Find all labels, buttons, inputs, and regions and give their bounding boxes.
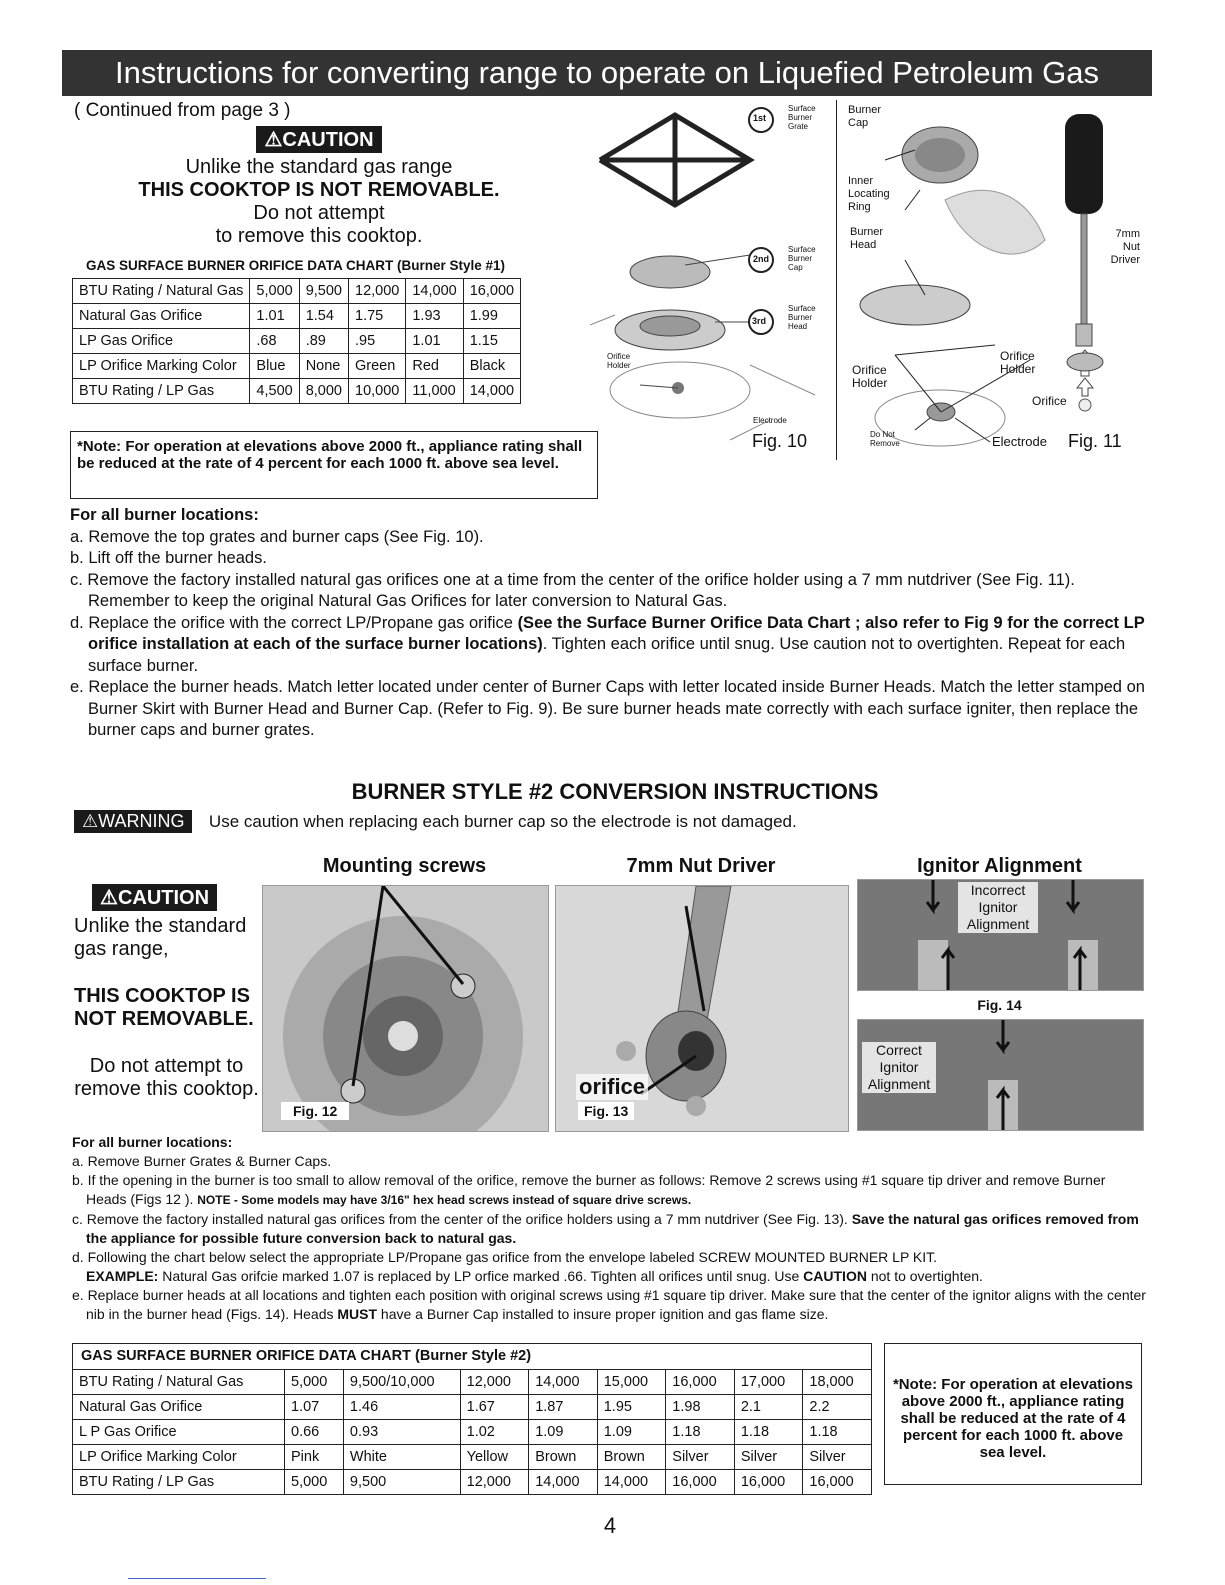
elevation-note-2: *Note: For operation at elevations above 2000 ft., appliance rating shall be reduced at the rate of 4 percent for each 1000 ft. above sea level.: [884, 1343, 1142, 1485]
nut-driver-label: 7mm Nut Driver: [1110, 228, 1140, 266]
chart1-cell: Red: [406, 354, 463, 379]
head-label: Surface Burner Head: [788, 304, 816, 331]
chart1-row: [73, 279, 521, 304]
chart1-cell: 1.93: [406, 304, 463, 329]
caution2-line-3: Do not attempt to remove this cooktop.: [74, 1055, 259, 1100]
chart2-row-header: BTU Rating / LP Gas: [73, 1470, 285, 1495]
chart2-cell: 18,000: [803, 1370, 872, 1395]
photo3-title: Ignitor Alignment: [917, 855, 1082, 877]
fig11-label: Fig. 11: [1068, 431, 1122, 451]
chart2-table: [72, 1369, 872, 1495]
chart1-cell: 1.54: [299, 304, 348, 329]
chart1-row-header: BTU Rating / Natural Gas: [73, 279, 250, 304]
chart2-cell: 1.87: [529, 1395, 598, 1420]
caution-line-1: Unlike the standard gas range: [185, 156, 453, 178]
chart1-row: [73, 304, 521, 329]
chart2-cell: 12,000: [460, 1470, 529, 1495]
chart1-cell: None: [299, 354, 348, 379]
photo-fig14: [857, 855, 1142, 1130]
caution2-line-2: THIS COOKTOP IS NOT REMOVABLE.: [74, 985, 254, 1030]
chart1-cell: 10,000: [349, 379, 406, 404]
chart1-cell: Black: [463, 354, 520, 379]
caution-block-2: [74, 884, 259, 1101]
chart2-cell: Silver: [803, 1445, 872, 1470]
orifice-holder-label: Orifice Holder: [607, 352, 631, 370]
chart1-cell: 5,000: [250, 279, 299, 304]
chart1-cell: 1.01: [250, 304, 299, 329]
chart2-row: [73, 1445, 872, 1470]
chart1-cell: .68: [250, 329, 299, 354]
chart1-cell: .95: [349, 329, 406, 354]
do-not-remove-label: Do Not Remove: [870, 430, 900, 448]
chart2-cell: 9,500/10,000: [343, 1370, 460, 1395]
chart2-cell: 1.18: [803, 1420, 872, 1445]
chart1-cell: 9,500: [299, 279, 348, 304]
chart1-cell: 14,000: [463, 379, 520, 404]
caution-line-3: Do not attempt: [253, 202, 385, 224]
chart2-cell: 14,000: [597, 1470, 666, 1495]
fig12-label: Fig. 12: [281, 1102, 349, 1120]
hand-icon: [945, 190, 1045, 254]
chart1-row-header: LP Gas Orifice: [73, 329, 250, 354]
chart2-cell: Silver: [666, 1445, 735, 1470]
photo1-title: Mounting screws: [322, 855, 487, 877]
step-b: b. Lift off the burner heads.: [70, 549, 267, 567]
photo-fig12: [262, 855, 547, 1130]
page-number: 4: [603, 1513, 617, 1538]
fig13-label: Fig. 13: [578, 1102, 634, 1120]
chart1-cell: 1.99: [463, 304, 520, 329]
chart1-row: [73, 329, 521, 354]
chart2-cell: Brown: [597, 1445, 666, 1470]
burner-grate-icon: [600, 115, 750, 205]
section2-heading: For all burner locations:: [72, 1134, 233, 1150]
chart2-row-header: Natural Gas Orifice: [73, 1395, 285, 1420]
chart2-row: [73, 1395, 872, 1420]
chart2-cell: 16,000: [666, 1470, 735, 1495]
head-number: 3rd: [752, 316, 767, 326]
chart2-cell: 14,000: [529, 1470, 598, 1495]
chart1-row-header: Natural Gas Orifice: [73, 304, 250, 329]
electrode-label: Electrode: [753, 416, 787, 425]
chart2-row: [73, 1420, 872, 1445]
orifice-holder-left-label: Orifice Holder: [852, 363, 888, 390]
orifice-holder-right-label: Orifice Holder: [1000, 349, 1036, 376]
burner-cap-label: Burner Cap: [848, 104, 882, 129]
chart2-cell: 1.95: [597, 1395, 666, 1420]
step2-a: a. Remove Burner Grates & Burner Caps.: [72, 1153, 332, 1169]
grate-number: 1st: [753, 113, 767, 123]
chart2-cell: Yellow: [460, 1445, 529, 1470]
photo2-title: 7mm Nut Driver: [626, 855, 776, 877]
section2-steps: [72, 1133, 1147, 1324]
chart2-cell: 5,000: [285, 1470, 344, 1495]
burner-cap-icon: [630, 256, 710, 288]
chart2-cell: 16,000: [803, 1470, 872, 1495]
chart2-cell: 1.07: [285, 1395, 344, 1420]
burner-head-label: Burner Head: [850, 226, 884, 251]
photo-fig13: [555, 855, 847, 1130]
chart2-row-header: L P Gas Orifice: [73, 1420, 285, 1445]
chart2-row-header: LP Orifice Marking Color: [73, 1445, 285, 1470]
chart2-cell: 12,000: [460, 1370, 529, 1395]
chart1-cell: 14,000: [406, 279, 463, 304]
chart2-cell: Pink: [285, 1445, 344, 1470]
step-a: a. Remove the top grates and burner caps (See Fig. 10).: [70, 527, 484, 546]
step2-b: b. If the opening in the burner is too small to allow removal of the orifice, remove the burner as follows: Remove 2 screws using #1 square tip driver and remove Burner Heads (Figs 12 ). NOTE - Some models may have 3/16" hex head screws instead of square drive screws.: [72, 1172, 1106, 1207]
chart2-title: GAS SURFACE BURNER ORIFICE DATA CHART (Burner Style #2): [72, 1343, 872, 1369]
warning-row: [74, 810, 797, 833]
chart2-row: [73, 1470, 872, 1495]
chart2-cell: 5,000: [285, 1370, 344, 1395]
chart1-cell: Blue: [250, 354, 299, 379]
caution-line-4: to remove this cooktop.: [215, 225, 423, 247]
chart2-cell: 1.09: [529, 1420, 598, 1445]
chart2-cell: 1.18: [666, 1420, 735, 1445]
chart1-cell: 11,000: [406, 379, 463, 404]
chart2-row-header: BTU Rating / Natural Gas: [73, 1370, 285, 1395]
chart2-cell: 1.18: [734, 1420, 803, 1445]
burner-head-icon: [860, 285, 970, 325]
caution-badge: ⚠CAUTION: [256, 126, 381, 153]
chart2-cell: White: [343, 1445, 460, 1470]
chart2-cell: 16,000: [666, 1370, 735, 1395]
caution-line-2: THIS COOKTOP IS NOT REMOVABLE.: [138, 179, 500, 201]
step2-c: c. Remove the factory installed natural gas orifices from the center of the orifice holders using a 7 mm nutdriver (See Fig. 13). Save the natural gas orifices removed from the appliance for possible future conversion back to natural gas.: [72, 1211, 1139, 1246]
fig10-label: Fig. 10: [752, 431, 808, 451]
chart1-cell: 1.75: [349, 304, 406, 329]
correct-label: Correct Ignitor Alignment: [862, 1042, 936, 1093]
inner-ring-label: Inner Locating Ring: [848, 175, 890, 213]
grate-label: Surface Burner Grate: [788, 104, 816, 131]
chart2-cell: Brown: [529, 1445, 598, 1470]
orifice-word: orifice: [576, 1074, 648, 1100]
chart2-cell: 1.02: [460, 1420, 529, 1445]
chart2-cell: 17,000: [734, 1370, 803, 1395]
chart2-cell: 15,000: [597, 1370, 666, 1395]
chart2-cell: 16,000: [734, 1470, 803, 1495]
incorrect-label: Incorrect Ignitor Alignment: [958, 882, 1038, 933]
caution-badge-2: ⚠CAUTION: [92, 884, 217, 911]
fig14-label: Fig. 14: [977, 997, 1022, 1013]
chart2-cell: 1.98: [666, 1395, 735, 1420]
chart1-row: [73, 354, 521, 379]
chart1-row-header: LP Orifice Marking Color: [73, 354, 250, 379]
chart1-table: [72, 278, 521, 404]
section1-steps: [70, 505, 1160, 742]
fig10-diagram: [590, 100, 835, 460]
chart2-cell: 1.67: [460, 1395, 529, 1420]
chart2-cell: 1.46: [343, 1395, 460, 1420]
orifice-label: Orifice: [1032, 394, 1067, 408]
chart1-row-header: BTU Rating / LP Gas: [73, 379, 250, 404]
cap-label: Surface Burner Cap: [788, 245, 816, 272]
chart1-cell: 16,000: [463, 279, 520, 304]
chart1-cell: .89: [299, 329, 348, 354]
warning-badge: ⚠WARNING: [74, 810, 192, 833]
section1-heading: For all burner locations:: [70, 506, 259, 524]
elevation-note-1: *Note: For operation at elevations above 2000 ft., appliance rating shall be reduced at the rate of 4 percent for each 1000 ft. above sea level.: [70, 431, 598, 499]
style2-heading: BURNER STYLE #2 CONVERSION INSTRUCTIONS: [351, 779, 879, 804]
footer-rule: [128, 1578, 266, 1579]
cap-number: 2nd: [753, 254, 770, 264]
burner-photo-icon: [263, 886, 548, 1131]
step2-e: e. Replace burner heads at all locations and tighten each position with original screws using #1 square tip driver. Make sure that the center of the ignitor aligns with the center nib in the burner head (Figs. 14). Heads MUST have a Burner Cap installed to insure proper ignition and gas flame size.: [72, 1287, 1146, 1322]
figure-divider: [836, 100, 837, 460]
chart1-cell: 4,500: [250, 379, 299, 404]
nut-driver-icon: [1065, 114, 1103, 214]
chart1-cell: 1.15: [463, 329, 520, 354]
chart2-cell: 1.09: [597, 1420, 666, 1445]
chart1-cell: 12,000: [349, 279, 406, 304]
step-c: c. Remove the factory installed natural gas orifices one at a time from the center of the orifice holder using a 7 mm nutdriver (See Fig. 11). Remember to keep the original Natural Gas Orifices for later conversion to Natural Gas.: [70, 570, 1075, 610]
orifice-icon: [1079, 399, 1091, 411]
chart1-cell: Green: [349, 354, 406, 379]
step-e: e. Replace the burner heads. Match letter located under center of Burner Caps with letter located inside Burner Heads. Match the letter stamped on Burner Skirt with Burner Head and Burner Cap. (Refer to Fig. 9). Be sure burner heads mate correctly with each surface igniter, then replace the burner caps and burner grates.: [70, 678, 1145, 739]
chart2-cell: 0.66: [285, 1420, 344, 1445]
chart2-cell: 2.2: [803, 1395, 872, 1420]
chart1-row: [73, 379, 521, 404]
chart1-cell: 1.01: [406, 329, 463, 354]
chart2-cell: Silver: [734, 1445, 803, 1470]
chart2-row: [73, 1370, 872, 1395]
fig11-diagram: [845, 100, 1145, 455]
step-d: d. Replace the orifice with the correct LP/Propane gas orifice (See the Surface Burner Orifice Data Chart ; also refer to Fig 9 for the correct LP orifice installation at each of the surface burner locations). Tighten each orifice until snug. Use caution not to overtighten. Repeat for each surface burner.: [70, 613, 1145, 675]
electrode-label-2: Electrode: [992, 434, 1047, 449]
caution2-line-1: Unlike the standard gas range,: [74, 915, 247, 960]
step2-d: d. Following the chart below select the appropriate LP/Propane gas orifice from the envelope labeled SCREW MOUNTED BURNER LP KIT. EXAMPLE: Natural Gas orifcie marked 1.07 is replaced by LP orfice marked .66. Tighten all orifices until snug. Use CAUTION not to overtighten.: [72, 1249, 983, 1284]
chart2-cell: 14,000: [529, 1370, 598, 1395]
warning-text: Use caution when replacing each burner cap so the electrode is not damaged.: [208, 812, 797, 831]
chart1-title: GAS SURFACE BURNER ORIFICE DATA CHART (Burner Style #1): [86, 258, 506, 273]
top-caution-block: [74, 126, 564, 248]
chart1-cell: 8,000: [299, 379, 348, 404]
chart2-cell: 9,500: [343, 1470, 460, 1495]
orifice-holder-icon: [1067, 353, 1103, 371]
page-banner: Instructions for converting range to operate on Liquefied Petroleum Gas: [62, 50, 1152, 96]
chart2-cell: 0.93: [343, 1420, 460, 1445]
continued-note: ( Continued from page 3 ): [74, 100, 291, 121]
chart2-cell: 2.1: [734, 1395, 803, 1420]
